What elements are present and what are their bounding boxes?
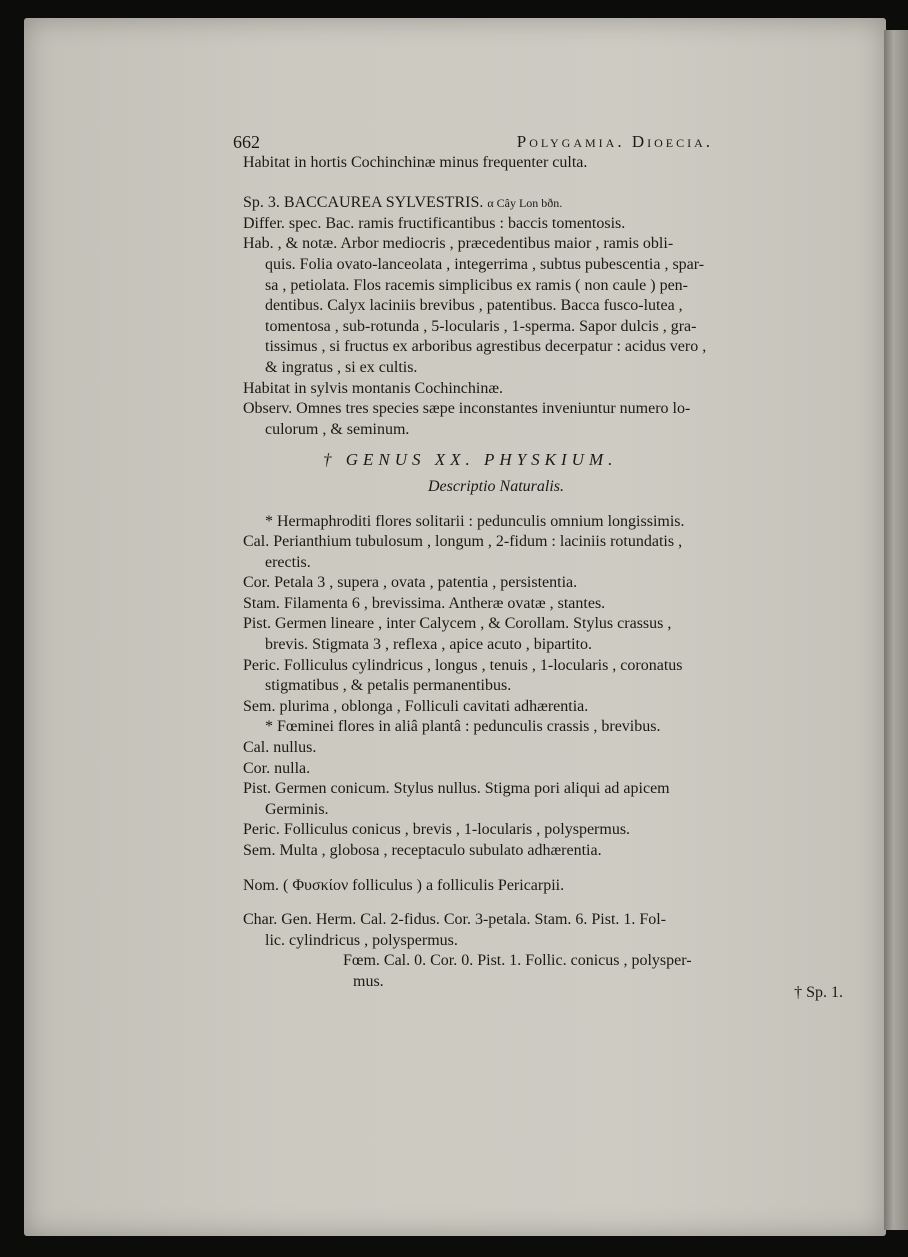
- text-line: quis. Folia ovato-lanceolata , integerrima , subtus pubescentia , spar-: [265, 255, 705, 273]
- text-line: Pist. Germen conicum. Stylus nullus. Stigma pori aliqui ad apicem: [243, 780, 670, 798]
- page-number: 662: [233, 132, 260, 152]
- text-line: stigmatibus , & petalis permanentibus.: [265, 677, 512, 695]
- vernacular-name: α Cây Lon bðn.: [487, 196, 563, 211]
- text-line: sa , petiolata. Flos racemis simplicibus ex ramis ( non caule ) pen-: [265, 276, 688, 294]
- text-line: dentibus. Calyx laciniis brevibus , patentibus. Bacca fusco-lutea ,: [265, 297, 683, 315]
- text-line: Peric. Folliculus cylindricus , longus , tenuis , 1-locularis , coronatus: [243, 656, 683, 674]
- text-line: Habitat in sylvis montanis Cochinchinæ.: [243, 379, 503, 397]
- text-line: Fœm. Cal. 0. Cor. 0. Pist. 1. Follic. conicus , polysper-: [343, 952, 692, 970]
- text-line: Pist. Germen lineare , inter Calycem , & Corollam. Stylus crassus ,: [243, 615, 672, 633]
- text-line: Sem. plurima , oblonga , Folliculi cavitati adhærentia.: [243, 697, 589, 715]
- text-line: Differ. spec. Bac. ramis fructificantibus : baccis tomentosis.: [243, 214, 626, 232]
- text-line: erectis.: [265, 553, 311, 571]
- species-heading: [243, 193, 853, 214]
- page-text: [233, 132, 853, 1003]
- text-line: culorum , & seminum.: [265, 420, 410, 438]
- catchword: † Sp. 1.: [794, 983, 843, 1001]
- species-name: Sp. 3. BACCAUREA SYLVESTRIS.: [243, 194, 484, 212]
- text-line: * Fœminei flores in aliâ plantâ : pedunculis crassis , brevibus.: [265, 718, 661, 736]
- text-line: * Hermaphroditi flores solitarii : pedunculis omnium longissimis.: [265, 512, 685, 530]
- description-heading: Descriptio Naturalis.: [428, 477, 565, 495]
- text-line: Habitat in hortis Cochinchinæ minus frequenter culta.: [243, 153, 588, 171]
- running-title: Polygamia. Dioecia.: [516, 132, 713, 151]
- text-line: lic. cylindricus , polyspermus.: [265, 931, 458, 949]
- genus-heading: † GENUS XX. PHYSKIUM.: [323, 450, 618, 470]
- text-line: tissimus , si fructus ex arboribus agrestibus decerpatur : acidus vero ,: [265, 338, 707, 356]
- text-line: Germinis.: [265, 800, 329, 818]
- text-line: Sem. Multa , globosa , receptaculo subulato adhærentia.: [243, 842, 602, 859]
- running-header: [233, 132, 713, 153]
- text-line: mus.: [353, 972, 384, 990]
- text-line: Cal. nullus.: [243, 739, 317, 757]
- adjacent-page-edge: [884, 30, 908, 1230]
- text-line: Cor. Petala 3 , supera , ovata , patentia , persistentia.: [243, 574, 578, 592]
- text-line: & ingratus , si ex cultis.: [265, 358, 418, 376]
- text-line: Cal. Perianthium tubulosum , longum , 2-fidum : laciniis rotundatis ,: [243, 533, 683, 551]
- text-line: Peric. Folliculus conicus , brevis , 1-locularis , polyspermus.: [243, 821, 631, 839]
- text-line: Observ. Omnes tres species sæpe inconstantes inveniuntur numero lo-: [243, 400, 691, 418]
- text-line: brevis. Stigmata 3 , reflexa , apice acuto , bipartito.: [265, 636, 592, 654]
- nomenclature-line: Nom. ( Φυσκίον folliculus ) a folliculis Pericarpii.: [243, 876, 565, 894]
- text-line: Char. Gen. Herm. Cal. 2-fidus. Cor. 3-petala. Stam. 6. Pist. 1. Fol-: [243, 911, 667, 929]
- text-line: Cor. nulla.: [243, 759, 311, 777]
- text-line: Stam. Filamenta 6 , brevissima. Antheræ ovatæ , stantes.: [243, 594, 606, 612]
- text-line: Hab. , & notæ. Arbor mediocris , præcedentibus maior , ramis obli-: [243, 235, 674, 253]
- text-line: tomentosa , sub-rotunda , 5-locularis , 1-sperma. Sapor dulcis , gra-: [265, 317, 697, 335]
